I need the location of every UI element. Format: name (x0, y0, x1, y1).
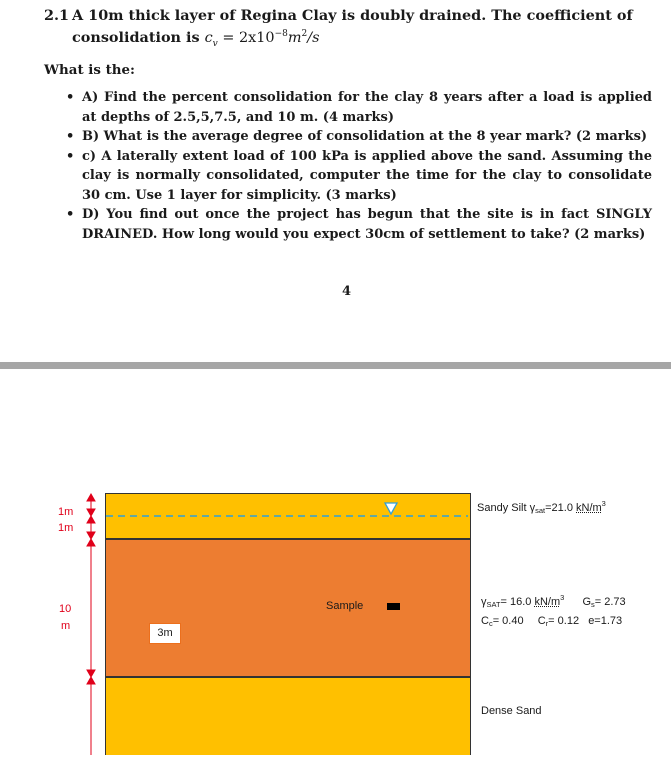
dense-sand-layer (105, 677, 471, 755)
question-page (0, 0, 671, 362)
question-parts-list (82, 88, 652, 244)
page-divider (0, 362, 671, 369)
dimension-lines (87, 494, 95, 755)
dim-clay-thickness: 10 (59, 603, 72, 615)
question-part-b: • B) What is the average degree of consolidation at the 8 year mark? (2 marks) (82, 127, 652, 147)
dim-clay-unit: m (61, 620, 71, 632)
sandy-silt-layer (105, 493, 471, 539)
question-title (44, 6, 644, 54)
clay-indices: $C_c= 0.40$ $C_r= 0.12$ e=1.73 (481, 615, 623, 628)
title-line-1: A 10m thick layer of Regina Clay is doubly drained. The coefficient of (72, 7, 633, 24)
title-line-2: consolidation is $c_v = 2x10^{-8}m^2/s$ (72, 28, 320, 49)
width-dimension-box: 3m (149, 623, 181, 644)
clay-gamma-gs: $\gamma_{SAT}= 16.0$ $kN/m^3$ $G_s= 2.73$ (481, 593, 626, 609)
question-part-d: • D) You find out once the project has begun that the site is in fact SINGLY DRAINED. How long would you expect 30cm of settlement to take? (2 marks) (82, 205, 652, 244)
sandy-silt-properties: Sandy Silt $\gamma_{sat}=21.0$ $kN/m^3$ (477, 499, 606, 515)
dense-sand-label: Dense Sand (481, 705, 542, 717)
question-part-c: • c) A laterally extent load of 100 kPa is applied above the sand. Assuming the clay is normally consolidated, computer the time for the clay to consolidate 30 cm. Use 1 layer for simplicity. (3 marks) (82, 147, 652, 206)
sample-label: Sample (326, 600, 364, 612)
question-prompt: What is the: (44, 62, 135, 78)
dim-silt-lower: 1m (58, 522, 74, 534)
dim-silt-upper: 1m (58, 506, 74, 518)
question-part-a: • A) Find the percent consolidation for the clay 8 years after a load is applied at depths of 2.5,5,7.5, and 10 m. (4 marks) (82, 88, 652, 127)
page-number: 4 (342, 284, 352, 299)
clay-layer (105, 539, 471, 677)
sample-marker (387, 603, 400, 610)
question-number: 2.1 (44, 7, 70, 24)
